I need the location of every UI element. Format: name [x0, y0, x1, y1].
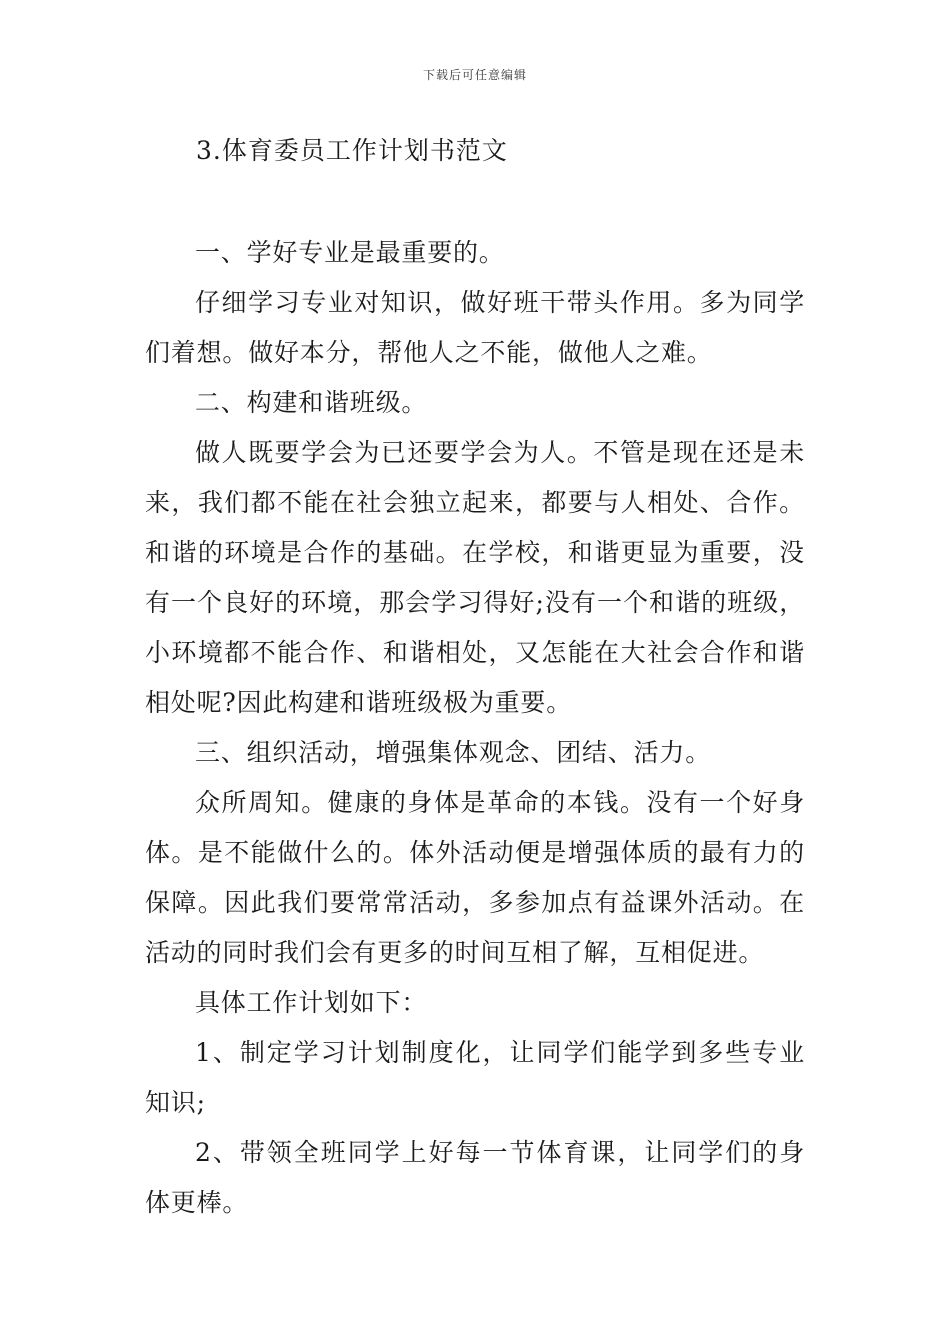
section-heading-1: 一、学好专业是最重要的。 [195, 238, 505, 267]
plan-item-1: 1、制定学习计划制度化，让同学们能学到多些专业知识; [145, 1038, 805, 1117]
document-body [145, 228, 805, 1228]
paragraph-2: 做人既要学会为已还要学会为人。不管是现在还是未来，我们都不能在社会独立起来，都要与人相处、合作。和谐的环境是合作的基础。在学校，和谐更显为重要，没有一个良好的环境，那会学习得好;没有一个和谐的班级，小环境都不能合作、和谐相处，又怎能在大社会合作和谐相处呢?因此构建和谐班级极为重要。 [145, 438, 805, 717]
section-heading-3: 三、组织活动，增强集体观念、团结、活力。 [195, 738, 712, 767]
paragraph-3: 众所周知。健康的身体是革命的本钱。没有一个好身体。是不能做什么的。体外活动便是增强体质的最有力的保障。因此我们要常常活动，多参加点有益课外活动。在活动的同时我们会有更多的时间互相了解，互相促进。 [145, 788, 805, 967]
section-heading-2: 二、构建和谐班级。 [195, 388, 428, 417]
header-note: 下载后可任意编辑 [422, 68, 527, 82]
document-title: 3.体育委员工作计划书范文 [196, 136, 508, 165]
paragraph-1: 仔细学习专业对知识，做好班干带头作用。多为同学们着想。做好本分，帮他人之不能，做他人之难。 [145, 288, 805, 367]
plan-intro: 具体工作计划如下： [195, 988, 428, 1017]
plan-item-2: 2、带领全班同学上好每一节体育课，让同学们的身体更棒。 [145, 1138, 805, 1217]
